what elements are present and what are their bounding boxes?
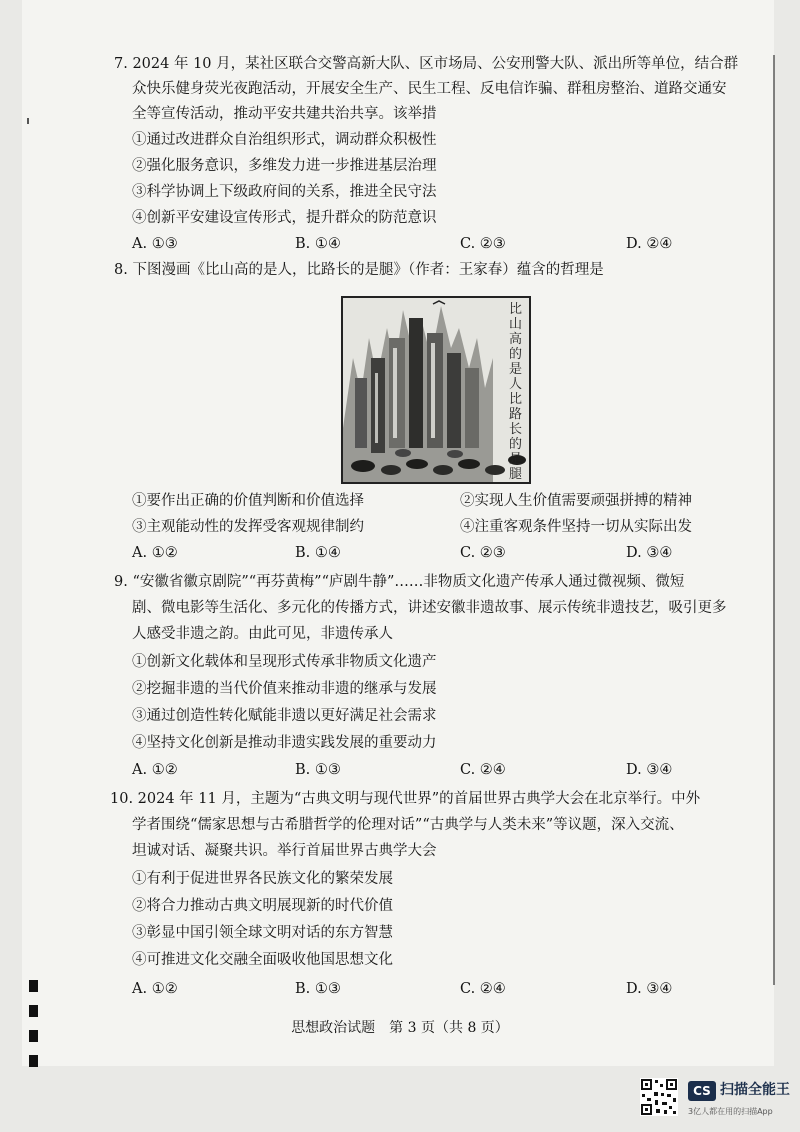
question-10-line-3: 坦诚对话、凝聚共识。举行首届世界古典学大会 — [132, 843, 437, 859]
question-7-line-3: 全等宣传活动，推动平安共建共治共享。该举措 — [132, 106, 437, 122]
question-9-statement-3: ③通过创造性转化赋能非遗以更好满足社会需求 — [132, 708, 437, 724]
question-8-option-b[interactable]: B. ①④ — [295, 545, 341, 561]
question-7-statement-1: ①通过改进群众自治组织形式，调动群众积极性 — [132, 132, 437, 148]
scanner-logo: CS — [688, 1081, 716, 1101]
question-9-option-d[interactable]: D. ③④ — [626, 762, 673, 778]
question-9-line-3: 人感受非遗之韵。由此可见，非遗传承人 — [132, 626, 393, 642]
question-7-line-2: 众快乐健身荧光夜跑活动，开展安全生产、民生工程、反电信诈骗、群租房整治、道路交通安 — [132, 81, 727, 97]
question-7-line-1: 7. 2024 年 10 月，某社区联合交警高新大队、区市场局、公安刑警大队、派出所等单位，结合群 — [114, 56, 739, 72]
question-10-option-d[interactable]: D. ③④ — [626, 981, 673, 997]
margin-tick — [27, 118, 29, 124]
scanner-tagline: 3亿人都在用的扫描App — [688, 1107, 773, 1116]
question-7-statement-4: ④创新平安建设宣传形式，提升群众的防范意识 — [132, 210, 437, 226]
question-8-statement-1: ①要作出正确的价值判断和价值选择 — [132, 493, 364, 509]
question-10-line-2: 学者围绕“儒家思想与古希腊哲学的伦理对话”“古典学与人类未来”等议题，深入交流、 — [132, 817, 684, 833]
question-9-statement-4: ④坚持文化创新是推动非遗实践发展的重要动力 — [132, 735, 437, 751]
question-10-statement-1: ①有利于促进世界各民族文化的繁荣发展 — [132, 871, 393, 887]
comic-caption: 比山高的是人比路长的是腿 — [509, 302, 523, 482]
scanner-name: 扫描全能王 — [720, 1082, 790, 1098]
question-9-statement-1: ①创新文化载体和呈现形式传承非物质文化遗产 — [132, 654, 437, 670]
question-8-statement-3: ③主观能动性的发挥受客观规律制约 — [132, 519, 364, 535]
mountain-figures-drawing — [343, 298, 529, 482]
question-9-option-a[interactable]: A. ①② — [132, 762, 178, 778]
question-7-option-d[interactable]: D. ②④ — [626, 236, 673, 252]
question-7-option-b[interactable]: B. ①④ — [295, 236, 341, 252]
question-9-line-2: 剧、微电影等生活化、多元化的传播方式，讲述安徽非遗故事、展示传统非遗技艺，吸引更多 — [132, 600, 727, 616]
question-9-line-1: 9. “安徽省徽京剧院”“再芬黄梅”“庐剧牛静”……非物质文化遗产传承人通过微视频、微短 — [114, 574, 685, 590]
question-9-option-b[interactable]: B. ①③ — [295, 762, 341, 778]
question-8-option-d[interactable]: D. ③④ — [626, 545, 673, 561]
question-9-statement-2: ②挖掘非遗的当代价值来推动非遗的继承与发展 — [132, 681, 437, 697]
question-7-option-c[interactable]: C. ②③ — [460, 236, 506, 252]
question-10-option-c[interactable]: C. ②④ — [460, 981, 506, 997]
question-10-statement-2: ②将合力推动古典文明展现新的时代价值 — [132, 898, 393, 914]
question-10-option-a[interactable]: A. ①② — [132, 981, 178, 997]
question-7-statement-2: ②强化服务意识，多维发力进一步推进基层治理 — [132, 158, 437, 174]
registration-mark — [29, 1005, 38, 1017]
question-8-option-c[interactable]: C. ②③ — [460, 545, 506, 561]
question-8-line-1: 8. 下图漫画《比山高的是人，比路长的是腿》（作者：王家春）蕴含的哲理是 — [114, 262, 604, 278]
question-8-option-a[interactable]: A. ①② — [132, 545, 178, 561]
registration-mark — [29, 980, 38, 992]
question-7-statement-3: ③科学协调上下级政府间的关系，推进全民守法 — [132, 184, 437, 200]
question-7-option-a[interactable]: A. ①③ — [132, 236, 178, 252]
page-footer: 思想政治试题 第 3 页（共 8 页） — [291, 1020, 509, 1036]
question-9-option-c[interactable]: C. ②④ — [460, 762, 506, 778]
question-10-statement-4: ④可推进文化交融全面吸收他国思想文化 — [132, 952, 393, 968]
question-10-option-b[interactable]: B. ①③ — [295, 981, 341, 997]
question-10-statement-3: ③彰显中国引领全球文明对话的东方智慧 — [132, 925, 393, 941]
registration-mark — [29, 1055, 38, 1067]
question-8-statement-2: ②实现人生价值需要顽强拼搏的精神 — [460, 493, 692, 509]
binding-line — [773, 55, 775, 985]
question-10-line-1: 10. 2024 年 11 月，主题为“古典文明与现代世界”的首届世界古典学大会在北京举行。中外 — [110, 791, 701, 807]
comic-illustration — [341, 296, 531, 484]
qr-code-icon — [640, 1078, 678, 1116]
question-8-statement-4: ④注重客观条件坚持一切从实际出发 — [460, 519, 692, 535]
